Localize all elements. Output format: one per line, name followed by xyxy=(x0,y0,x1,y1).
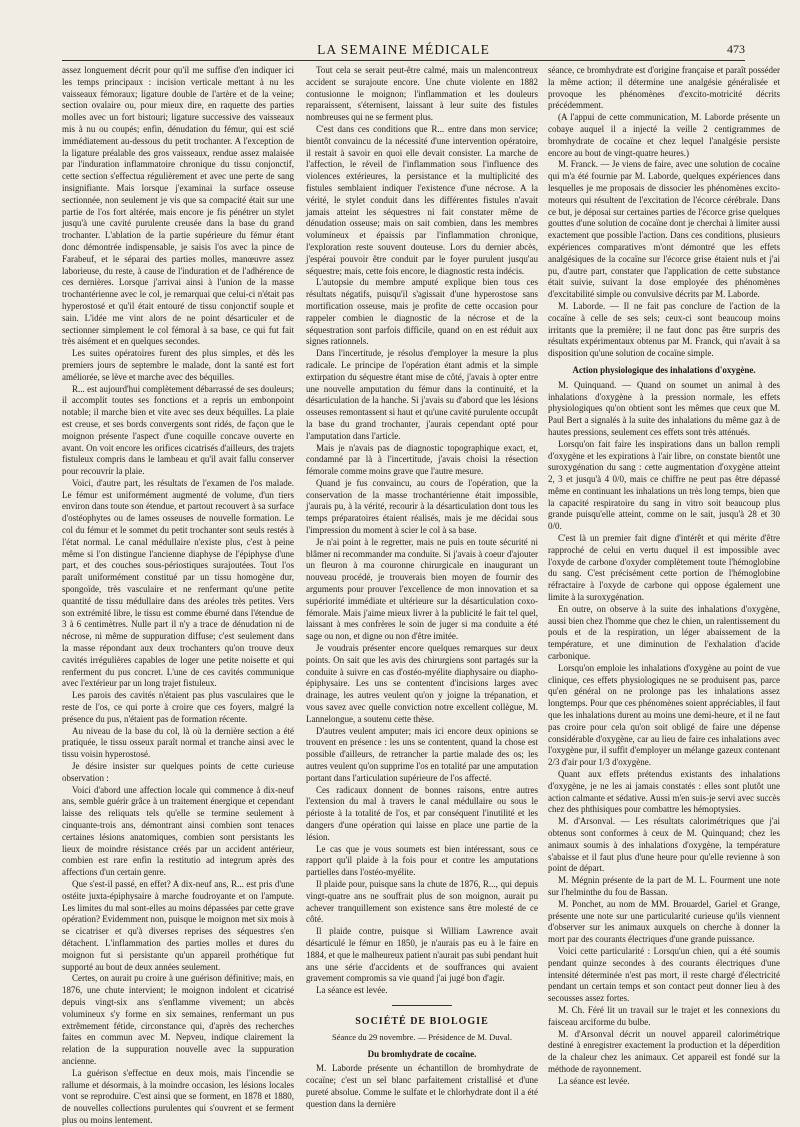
section-title: SOCIÉTÉ DE BIOLOGIE xyxy=(355,1015,489,1027)
paragraph: Certes, on aurait pu croire à une guérison définitive; mais, en 1876, une chute intervient; le moignon indolent et cicatrisé depuis vingt-six ans s'enflamme vivement; un abcès volumineux s'y forme en six semaines, renfermant un pus extrêmement fétide, circonstance qui, d'après des recherches faites en commun avec M. Nepveu, indique clairement la relation de la suppuration nouvelle avec la suppuration ancienne. xyxy=(62,973,294,1066)
paragraph: Dans l'incertitude, je résolus d'employer la mesure la plus radicale. Le principe de l'opération étant admis et la simple extirpation du séquestre étant mise de côté, j'avais à opter entre une nouvelle amputation du fémur dans la continuité, et la désarticulation de la hanche. Si j'avais su d'abord que les lésions osseuses remontassent si haut et qu'une cavité purulente occupât la base du grand trochanter, j'aurais cependant opté pour l'amputation dans l'article. xyxy=(306,348,538,441)
header-rule xyxy=(62,60,745,61)
closing-line: La séance est levée. xyxy=(558,1075,630,1086)
column-3 xyxy=(548,65,780,1086)
paragraph: (A l'appui de cette communication, M. Laborde présente un cobaye auquel il a injecté la veille 2 centigrammes de bromhydrate de cocaïne et chez lequel l'analgésie persiste encore au bout de vingt-quatre heures.) xyxy=(548,112,780,158)
column-2 xyxy=(306,65,538,1109)
paragraph: M. Franck. — Je viens de faire, avec une solution de cocaïne qui m'a été fournie par M. Laborde, quelques expériences dans lesquelles je me proposais de dissocier les phénomènes excito-moteurs qui résultent de l'excitation de l'écorce cérébrale. Dans ce but, je déposai sur certaines parties de l'écorce grise quelques gouttes d'une solution de cocaïne dont je cherchai à limiter aussi exactement que possible l'action. Dans ces conditions, plusieurs expériences comparatives m'ont démontré que les effets analgésiques de la cocaïne sur l'écorce grise étaient nuls et j'ai pu, d'autre part, constater que l'application de cette substance était suivie, suivant la dose employée des phénomènes d'excitabilité simple ou convulsive décrits par M. Laborde. xyxy=(548,159,780,300)
paragraph: C'est dans ces conditions que R... entre dans mon service; bientôt convaincu de la nécessité d'une intervention opératoire, il restait à savoir en quoi elle devait consister. La marche de l'affection, le réveil de l'inflammation sous l'influence des violences extérieures, la persistance et la multiplicité des fistules semblaient indiquer l'existence d'une nécrose. A la vérité, le stylet conduit dans les différentes fistules n'avait jamais atteint les séquestres ni fait constater même de dénudation osseuse; mais on sait combien, dans les membres volumineux et épaissis par l'inflammation chronique, l'exploration reste souvent douteuse. Lors du dernier abcès, j'espérai pouvoir être conduit par le foyer purulent jusqu'au séquestre; mais, cette fois encore, le diagnostic resta indécis. xyxy=(306,123,538,276)
paragraph: M. Laborde. — Il ne fait pas conclure de l'action de la cocaïne à celle de ses sels; ceux-ci sont beaucoup moins irritants que la première; il ne faut donc pas être surpris des résultats expérimentaux obtenus par M. Franck, qui n'avait à sa disposition qu'une solution de cocaïne simple. xyxy=(548,300,780,359)
paragraph: Les parois des cavités n'étaient pas plus vasculaires que le reste de l'os, ce qui porte à croire que ces foyers, malgré la présence du pus, n'étaient pas de formation récente. xyxy=(62,690,294,724)
paragraph: Quand je fus convaincu, au cours de l'opération, que la conservation de la masse trochantérienne était impossible, j'aurais pu, à la vérité, recourir à la désarticulation dont tous les temps préparatoires étaient réalisés, mais je me décidai sous l'impression du moment à scier le col à sa base. xyxy=(306,477,538,536)
paragraph: séance, ce bromhydrate est d'origine française et paraît posséder la même action; il détermine une analgésie généralisée et provoque les phénomènes d'excito-motricité décrits précédemment. xyxy=(548,65,780,111)
paragraph: Je voudrais présenter encore quelques remarques sur deux points. On sait que les avis des chirurgiens sont partagés sur la conduite à suivre en cas d'ostéo-myélite diaphysaire ou diapho-épiphysaire. Les uns se contentent d'incisions larges avec drainage, les autres veulent qu'on y joigne la trépanation, et vous savez avec quelle conviction notre excellent collègue, M. Lannelongue, a soutenu cette thèse. xyxy=(306,643,538,724)
paragraph: R... est aujourd'hui complètement débarrassé de ses douleurs; il accomplit toutes ses fonctions et a repris un embonpoint notable; il marche bien et vite avec ses deux béquilles. La plaie est creuse, et ses bords convergents sont ridés, de façon que le moignon présente l'aspect d'une coquille concave ouverte en avant. On voit encore les orifices cicatrisés d'ailleurs, des trajets fistuleux compris dans le lambeau et qu'il avait fallu conserver pour recouvrir la plaie. xyxy=(62,383,294,477)
paragraph: M. Ch. Féré lit un travail sur le trajet et les connexions du faisceau arciforme du bulbe. xyxy=(548,1004,780,1027)
paragraph: C'est là un premier fait digne d'intérêt et qui mérite d'être rapproché de celui en vertu duquel il est impossible avec l'oxyde de carbone d'oxyder complètement toute l'hémoglobine du sang. C'est précisément cette portion de l'hémoglobine réfractaire à l'oxyde de carbone qui oppose également une limite à la suroxygénation. xyxy=(548,533,780,603)
paragraph: Tout cela se serait peut-être calmé, mais un malencontreux accident se surajoute encore. Une chute violente en 1882 contusionne le moignon; l'inflammation et les douleurs reparaissent, s'éternisent, laissant à leur suite des fistules nombreuses qui ne se ferment plus. xyxy=(306,65,538,123)
section-divider xyxy=(392,1005,452,1006)
paragraph: Au niveau de la base du col, là où la dernière section a été pratiquée, le tissu osseux paraît normal et tranche ainsi avec le tissu voisin hyperostosé. xyxy=(62,725,294,760)
subsection-title: Action physiologique des inhalations d'oxygène. xyxy=(572,364,756,375)
paragraph: Lorsqu'on emploie les inhalations d'oxygène au point de vue clinique, ces effets physiologiques ne se produisent pas, parce qu'en général on ne prolonge pas les inhalations assez longtemps. Pour que ces phénomènes soient appréciables, il faut que les inhalations durent au moins une demi-heure, et il ne faut pas croire pour cela qu'on soit obligé de faire une dépense considérable d'oxygène, car au lieu de faire ces inhalations avec l'oxygène pur, il suffit d'employer un mélange gazeux contenant 2/3 d'air pour 1/3 d'oxygène. xyxy=(548,662,780,768)
paragraph: Voici, d'autre part, les résultats de l'examen de l'os malade. Le fémur est uniformément augmenté de volume, d'un tiers environ dans toute son étendue, et partout recouvert à sa surface d'ostéophytes ou de lames osseuses de nouvelle formation. Le col du fémur et le sommet du petit trochanter sont seuls restés à l'état normal. Le canal médullaire n'existe plus, c'est à peine même si l'on distingue l'ancienne diaphyse de l'épiphyse d'une part, et des couches sous-périostiques surajoutées. Tout l'os paraît uniformément constitué par un tissu homogène dur, spongoïde, très vasculaire et ne renfermant qu'une petite quantité de tissu médullaire dans des aréoles très petites. Vers son extrémité libre, le tissu est comme éburné dans l'étendue de 3 à 6 centimètres. Nulle part il n'y a trace de dénudation ni de nécrose, ni même de suppuration diffuse; c'est seulement dans la masse répondant aux deux trochanters qu'on trouve deux cavités irrégulières capables de loger une petite noisette et qui renferment du pus concret. L'une de ces cavités communique avec l'extérieur par un long trajet fistuleux. xyxy=(62,477,294,689)
subsection-title: Du bromhydrate de cocaïne. xyxy=(367,1048,477,1059)
session-line: Séance du 29 novembre. — Présidence de M. Duval. xyxy=(331,1031,513,1042)
paragraph: assez longuement décrit pour qu'il me suffise d'en indiquer ici les temps principaux : incision verticale mettant à nu les vaisseaux fémoraux; ligature double de l'artère et de la veine; section ovalaire ou, pour mieux dire, en raquette des parties molles avec un fort bistouri; ligature successive des vaisseaux mis à nu ou coupés; enfin, dénudation du fémur, qui est scié immédiatement au-dessous du petit trochanter. A l'exception de la ligature préalable des gros vaisseaux, rendue assez malaisée par l'induration inflammatoire chronique du tissu conjonctif, cette section s'effectua régulièrement et avec une perte de sang insignifiante. Mais lorsque j'examinai la surface osseuse sectionnée, non seulement je vis que sa compacité était sur une partie de l'os fort altérée, mais encore je fis pénétrer un stylet jusqu'à une cavité purulente creusée dans la base du grand trochanter. L'ablation de la partie supérieure du fémur étant donc démontrée indispensable, je saisis l'os avec la pince de Farabeuf, et le séparai des parties molles, manœuvre assez laborieuse, du reste, à cause de l'induration et de l'adhérence de ces dernières. Lorsque j'arrivai ainsi à l'union de la masse trochantérienne avec le col, je remarquai que celui-ci n'était pas hyperostosé et qu'il était entouré de tissu conjonctif souple et sain. L'idée me vint alors de ne point désarticuler et de sectionner simplement le col fémoral à sa base, ce qui fut fait très aisément et en quelques secondes. xyxy=(62,65,294,347)
paragraph: Que s'est-il passé, en effet? A dix-neuf ans, R... est pris d'une ostéite juxta-épiphysaire à marche foudroyante et on l'ampute. Les limites du mal sont-elles au moins dépassées par cette grave opération? Evidemment non, puisque le moignon met six mois à se cicatriser et qu'à diverses reprises des séquestres s'en détachent. L'inflammation des parties molles et dures du moignon fut si persistante qu'un appareil prothétique fut supporté au bout de deux années seulement. xyxy=(62,878,294,972)
closing-line: La séance est levée. xyxy=(316,985,388,996)
paragraph: M. Ponchet, au nom de MM. Brouardel, Gariel et Grange, présente une note sur une particularité curieuse qu'ils viennent d'observer sur les animaux auxquels on cherche à donner la mort par des courants électriques d'une grande puissance. xyxy=(548,898,780,945)
paragraph: M. Laborde présente un échantillon de bromhydrate de cocaïne; c'est un sel blanc parfaitement cristallisé et d'une pureté absolue. Comme le sulfate et le chlorhydrate dont il a été question dans la dernière xyxy=(306,1063,538,1109)
paragraph: Il plaide contre, puisque si William Lawrence avait désarticulé le fémur en 1850, je n'aurais pas eu à le faire en 1884, et que le malheureux patient n'aurait pas subi pendant huit ans une série d'accidents et de souffrances qui avaient gravement compromis sa vie quand j'ai jugé bon d'agir. xyxy=(306,926,538,984)
paragraph: Ces radicaux donnent de bonnes raisons, entre autres l'extension du mal à travers le canal médullaire ou sous le périoste à la totalité de l'os, et par conséquent l'inutilité et les dangers d'une opération qui laisse en place une partie de la lésion. xyxy=(306,784,538,842)
page-header xyxy=(62,42,745,60)
paragraph: En outre, on observe à la suite des inhalations d'oxygène, aussi bien chez l'homme que chez le chien, un ralentissement du pouls et de la respiration, un léger abaissement de la température, et une diminution de l'exhalation d'acide carbonique. xyxy=(548,603,780,662)
paragraph: D'autres veulent amputer; mais ici encore deux opinions se trouvent en présence : les uns se contentent, quand la chose est possible d'ailleurs, de retrancher la partie malade des os; les autres veulent qu'on supprime l'os en totalité par une amputation portant dans l'articulation supérieure de l'os affecté. xyxy=(306,725,538,783)
paragraph: Quant aux effets prétendus existants des inhalations d'oxygène, je ne les ai jamais constatés : elles sont plutôt une action calmante et sédative. Aussi m'en suis-je servi avec succès chez des phthisiques pour combattre les hémoptysies. xyxy=(548,769,780,815)
paragraph: Voici d'abord une affection locale qui commence à dix-neuf ans, semble guérir grâce à un traitement énergique et cependant laisse des reliquats tels qu'elle se termine seulement à cinquante-trois ans, démontrant ainsi combien sont tenaces certaines lésions anatomiques, combien sont persistants les lieux de moindre résistance créés par un accident antérieur, combien est rare enfin la restitutio ad integrum après des affections d'un certain genre. xyxy=(62,784,294,878)
paragraph: M. d'Arsonval décrit un nouvel appareil calorimétrique destiné à enregistrer exactement la production et la déperdition de la chaleur chez les animaux. Cet appareil est fondé sur la méthode de rayonnement. xyxy=(548,1028,780,1074)
paragraph: Je n'ai point à le regretter, mais ne puis en toute sécurité ni blâmer ni recommander ma conduite. Si j'avais à coeur d'ajouter un fleuron à ma couronne chirurgicale en inaugurant un nouveau procédé, je trouverais bien moyen de fournir des arguments pour prouver l'excellence de mon innovation et sa supériorité immédiate et ultérieure sur la désarticulation coxo-fémorale. Mais j'aime mieux livrer à la publicité le fait tel quel, laissant à mes confrères le soin de juger si ma conduite a été sage ou non, et digne ou non d'être imitée. xyxy=(306,536,538,642)
running-title: LA SEMAINE MÉDICALE xyxy=(317,42,490,57)
paragraph: Le cas que je vous soumets est bien intéressant, sous ce rapport qu'il plaide à la fois pour et contre les amputations partielles dans l'ostéo-myélite. xyxy=(306,843,538,878)
paragraph: Voici cette particularité : Lorsqu'un chien, qui a été soumis pendant quinze secondes à des courants électriques d'une intensité déterminée n'est pas mort, il reste chargé d'électricité pendant un certain temps et son contact peut donner lieu à des secousses assez fortes. xyxy=(548,945,780,1004)
page-number: 473 xyxy=(727,42,745,56)
paragraph: L'autopsie du membre amputé explique bien tous ces résultats négatifs, puisqu'il s'agissait d'une hyperostose sans mortification osseuse, mais je profite de cette occasion pour rappeler combien le diagnostic de la nécrose et de la séquestration sont parfois difficile, quand on en est réduit aux signes rationnels. xyxy=(306,277,538,347)
paragraph: Il plaide pour, puisque sans la chute de 1876, R..., qui depuis vingt-quatre ans ne souffrait plus de son moignon, aurait pu achever tranquillement son existence sans être molesté de ce côté. xyxy=(306,878,538,925)
paragraph: M. Quinquand. — Quand on soumet un animal à des inhalations d'oxygène à la pression normale, les effets physiologiques qu'on obtient sont les mêmes que ceux que M. Paul Bert a signalés à la suite des inhalations du même gaz à de hautes pressions, seulement ces effets sont très atténués. xyxy=(548,379,780,437)
paragraph: Mais je n'avais pas de diagnostic topographique exact, et, condamné par là à l'incertitude, j'avais choisi la résection fémorale comme moins grave que l'autre mesure. xyxy=(306,442,538,477)
paragraph: M. d'Arsonval. — Les résultats calorimétriques que j'ai obtenus sont conformes à ceux de M. Quinquand; chez les animaux soumis à des inhalations d'oxygène, la température s'abaisse et il faut plus d'une heure pour qu'elle revienne à son point de départ. xyxy=(548,816,780,874)
column-1 xyxy=(62,65,294,1125)
paragraph: Les suites opératoires furent des plus simples, et dès les premiers jours de septembre le malade, dont la santé est fort améliorée, se lève et marche avec des béquilles. xyxy=(62,348,294,382)
paragraph: La guérison s'effectue en deux mois, mais l'incendie se rallume et désormais, à la moindre occasion, les lésions locales vont se reproduire. C'est ainsi que se forment, en 1878 et 1880, de nouvelles collections purulentes qui s'ouvrent et se ferment plus ou moins lentement. xyxy=(62,1067,294,1125)
paragraph: Lorsqu'on fait faire les inspirations dans un ballon rempli d'oxygène et les expirations à l'air libre, on constate bientôt une suroxygénation du sang : cette augmentation d'oxygène atteint 2, 3 et jusqu'à 4 0/0, mais ce chiffre ne peut pas être dépassé même en continuant les inhalations un très long temps, bien que la capacité respiratoire du sang in vitro soit beaucoup plus grande puisqu'elle atteint, comme on le sait, jusqu'à 28 et 30 0/0. xyxy=(548,438,780,532)
paragraph: M. Mégnin présente de la part de M. L. Fourment une note sur l'helminthe du fou de Bassan. xyxy=(548,875,780,897)
paragraph: Je désire insister sur quelques points de cette curieuse observation : xyxy=(62,761,294,783)
